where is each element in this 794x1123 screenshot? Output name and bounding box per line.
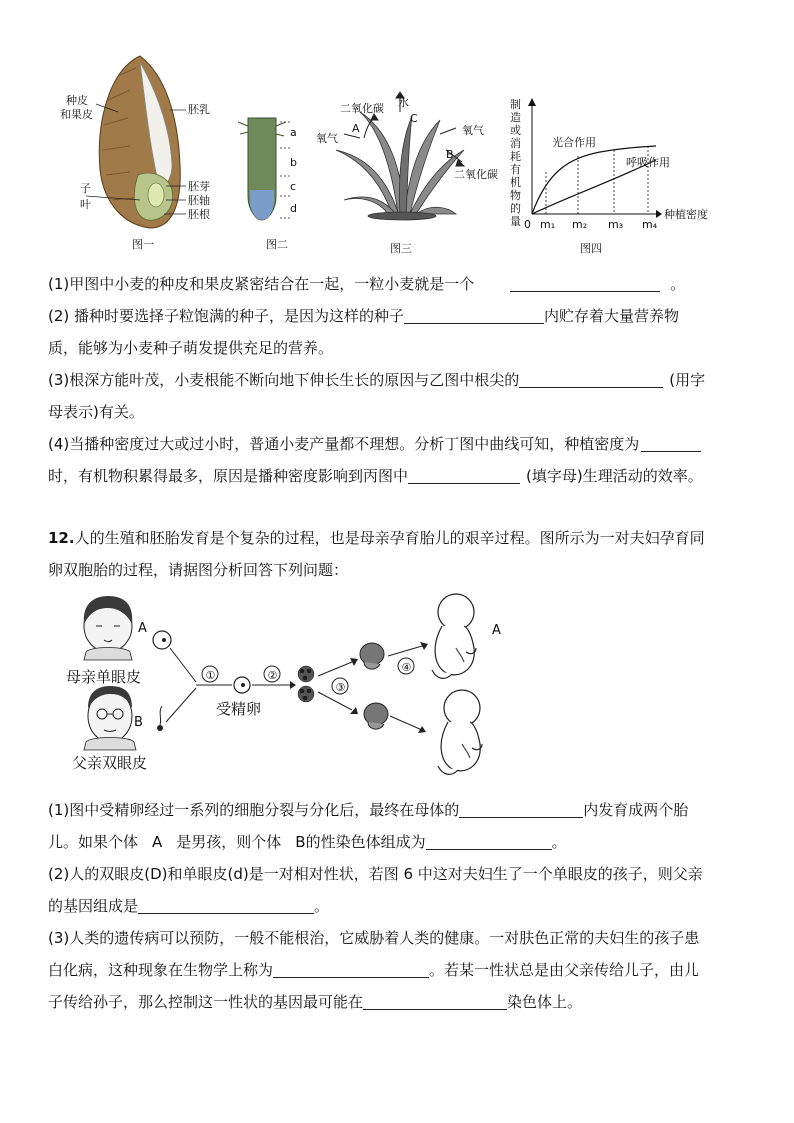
embryo-1 <box>360 643 384 669</box>
fig4-origin: 0 <box>524 218 531 231</box>
cell-cluster <box>298 666 314 702</box>
fig2-label-d: d <box>290 202 297 215</box>
q11-line3: 质，能够为小麦种子萌发提供充足的营养。 <box>48 339 334 357</box>
father-label: 父亲双眼皮 <box>72 754 148 772</box>
fig4-y-label <box>510 97 521 228</box>
fig3-label-C: C <box>410 112 418 125</box>
step-3: ③ <box>335 681 346 694</box>
q12-blank-1[interactable] <box>459 801 583 818</box>
root-tip-figure <box>238 118 292 220</box>
fig3-label-o2-a: 氧气 <box>316 132 338 145</box>
q11-line6: (4)当播种密度过大或过小时，普通小麦产量都不理想。分析丁图中曲线可知，种植密度为 <box>48 434 701 454</box>
step-2: ② <box>267 669 278 682</box>
fig2-label-a: a <box>290 126 297 139</box>
q12-blank-3[interactable] <box>138 897 314 914</box>
q12-intro-line1: 12.人的生殖和胚胎发育是个复杂的过程，也是母亲孕育胎儿的艰辛过程。图所示为一对夫妇孕育同 <box>48 529 705 547</box>
fig1-label-zhongpi: 种皮 <box>66 94 88 107</box>
embryo-2 <box>364 703 388 729</box>
q12-blank-2[interactable] <box>426 833 552 850</box>
fig1-label-peigen: 胚根 <box>188 208 210 221</box>
q11-line5: 母表示)有关。 <box>48 403 144 421</box>
fig2-label-b: b <box>290 156 297 169</box>
step-4: ④ <box>401 661 412 674</box>
q11-blank-1[interactable] <box>510 275 660 292</box>
svg-text:的: 的 <box>510 202 521 215</box>
label-B-father: B <box>134 715 143 730</box>
father-portrait <box>84 686 136 750</box>
mother-portrait <box>84 596 132 660</box>
fig1-label-peizhou: 胚轴 <box>188 194 210 207</box>
q11-line7: 时，有机物积累得最多，原因是播种密度影响到丙图中 (填字母)生理活动的效率。 <box>48 467 703 485</box>
svg-text:耗: 耗 <box>510 150 521 163</box>
fig4-tick-m3: m₃ <box>608 218 624 231</box>
fig3-label-co2-a: 二氧化碳 <box>340 102 384 115</box>
q11-line1: (1)甲图中小麦的种皮和果皮紧密结合在一起，一粒小麦就是一个 。 <box>48 275 686 293</box>
fig1-label-peiru: 胚乳 <box>188 103 210 116</box>
step-1: ① <box>205 669 216 682</box>
fig3-label-A: A <box>352 122 360 135</box>
q11-line4: (3)根深方能叶茂，小麦根能不断向地下伸长生长的原因与乙图中根尖的 (用字 <box>48 371 706 389</box>
fig1-label-ye: 叶 <box>80 198 91 211</box>
fig1-label-zi: 子 <box>80 182 91 195</box>
svg-text:物: 物 <box>510 189 521 202</box>
svg-text:量: 量 <box>510 215 521 228</box>
fig3-label-co2-b: 二氧化碳 <box>454 168 498 181</box>
q12-line6: 白化病，这种现象在生物学上称为 。若某一性状总是由父亲传给儿子，由儿 <box>48 961 700 979</box>
twins-figure <box>60 590 520 780</box>
q12-intro-line2: 卵双胞胎的过程，请据图分析回答下列问题： <box>48 561 349 579</box>
fetus-A-label: A <box>492 623 501 638</box>
q11-blank-3[interactable] <box>519 371 663 388</box>
q12-line7: 子传给孙子，那么控制这一性状的基因最可能在 染色体上。 <box>48 993 583 1011</box>
sperm-cell <box>157 706 163 731</box>
fetus-B <box>438 690 482 774</box>
q11-blank-5[interactable] <box>408 467 520 484</box>
fig3-caption: 图三 <box>390 242 412 255</box>
fig2-caption: 图二 <box>266 238 288 251</box>
mother-label: 母亲单眼皮 <box>66 668 142 686</box>
svg-text:造: 造 <box>510 111 521 124</box>
q12-line4: 的基因组成是 。 <box>48 897 330 915</box>
fig1-label-guopi: 和果皮 <box>60 108 93 121</box>
fig4-series-photosynthesis: 光合作用 <box>552 136 596 149</box>
fetus-A <box>432 594 476 678</box>
label-A-mother: A <box>138 621 147 636</box>
fig1-caption: 图一 <box>132 238 154 251</box>
q11-line2: (2) 播种时要选择子粒饱满的种子，是因为这样的种子 内贮存着大量营养物 <box>48 307 680 325</box>
figure-row <box>0 40 794 260</box>
svg-text:或: 或 <box>510 124 521 137</box>
svg-text:机: 机 <box>510 176 521 189</box>
q12-line2: 儿。如果个体 A 是男孩，则个体 B的性染色体组成为 。 <box>48 833 567 851</box>
wheat-seed-figure <box>86 56 186 228</box>
q12-line3: (2)人的双眼皮(D)和单眼皮(d)是一对相对性状，若图 6 中这对夫妇生了一个单眼皮的孩子，则父亲 <box>48 865 703 883</box>
fig4-caption: 图四 <box>580 242 602 255</box>
fig4-x-label: 种植密度 <box>664 208 708 221</box>
q11-blank-4[interactable] <box>641 435 701 452</box>
q12-blank-4[interactable] <box>273 961 429 978</box>
fig4-tick-m2: m₂ <box>572 218 588 231</box>
zygote-label: 受精卵 <box>216 700 262 718</box>
fig3-label-water: 水 <box>398 96 409 109</box>
q12-blank-5[interactable] <box>363 993 507 1010</box>
fig3-label-o2-b: 氧气 <box>462 124 484 137</box>
fig1-label-peiya: 胚芽 <box>188 180 210 193</box>
q11-blank-2[interactable] <box>404 307 544 324</box>
svg-text:制: 制 <box>510 98 521 111</box>
fig4-tick-m4: m₄ <box>642 218 658 231</box>
fig2-label-c: c <box>290 180 297 193</box>
svg-text:有: 有 <box>510 163 521 176</box>
fig4-series-respiration: 呼吸作用 <box>626 156 670 169</box>
svg-text:消: 消 <box>510 137 521 150</box>
q12-line5: (3)人类的遗传病可以预防，一般不能根治，它威胁着人类的健康。一对肤色正常的夫妇生的孩子患 <box>48 929 700 947</box>
fig3-label-B: B <box>446 148 454 161</box>
fig4-tick-m1: m₁ <box>540 218 556 231</box>
q12-line1: (1)图中受精卵经过一系列的细胞分裂与分化后，最终在母体的 内发育成两个胎 <box>48 801 689 819</box>
